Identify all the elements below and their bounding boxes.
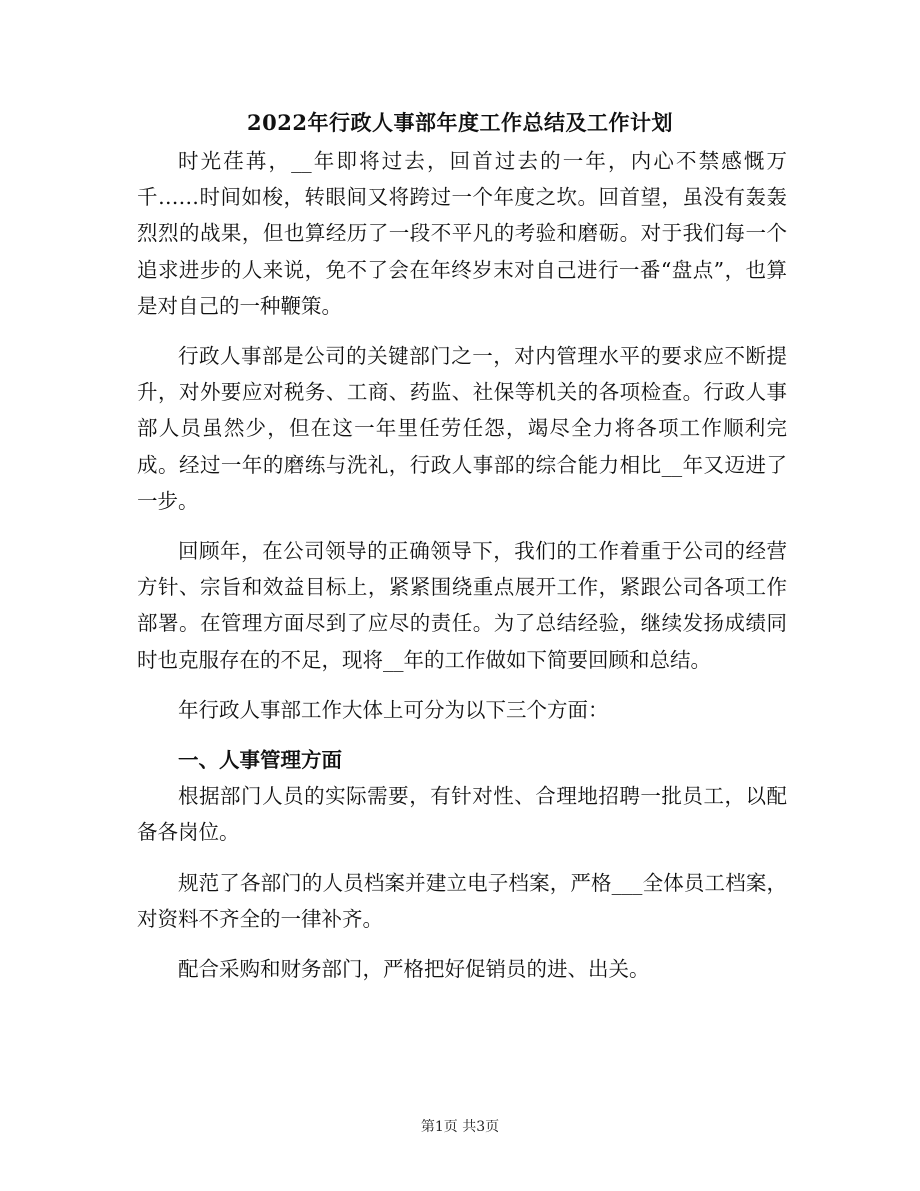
paragraph-department-overview: 行政人事部是公司的关键部门之一，对内管理水平的要求应不断提升，对外要应对税务、工商、药监、社保等机关的各项检查。行政人事部人员虽然少，但在这一年里任劳任怨，竭尽全力将各项工作顺利完成。经过一年的磨练与洗礼，行政人事部的综合能力相比__年又迈进了一步。 [137,344,787,513]
paragraph-promoters: 配合采购和财务部门，严格把好促销员的进、出关。 [178,957,650,982]
section-heading-personnel: 一、人事管理方面 [178,748,342,773]
page-indicator: 第1页 共3页 [420,1119,500,1135]
document-body [137,143,787,987]
paragraph-three-aspects: 年行政人事部工作大体上可分为以下三个方面： [178,697,609,722]
paragraph-recruitment: 根据部门人员的实际需要，有针对性、合理地招聘一批员工，以配备各岗位。 [137,784,787,845]
paragraph-intro: 时光荏苒，__年即将过去，回首过去的一年，内心不禁感慨万千……时间如梭，转眼间又将跨过一个年度之坎。回首望，虽没有轰轰烈烈的战果，但也算经历了一段不平凡的考验和磨砺。对于我们每一个追求进步的人来说，免不了会在年终岁末对自己进行一番“盘点”，也算是对自己的一种鞭策。 [137,149,787,318]
paragraph-review: 回顾年，在公司领导的正确领导下，我们的工作着重于公司的经营方针、宗旨和效益目标上，紧紧围绕重点展开工作，紧跟公司各项工作部署。在管理方面尽到了应尽的责任。为了总结经验，继续发扬成绩同时也克服存在的不足，现将__年的工作做如下简要回顾和总结。 [137,539,787,672]
paragraph-archives: 规范了各部门的人员档案并建立电子档案，严格___全体员工档案，对资料不齐全的一律补齐。 [137,870,787,931]
document-title: 2022年行政人事部年度工作总结及工作计划 [247,110,673,135]
